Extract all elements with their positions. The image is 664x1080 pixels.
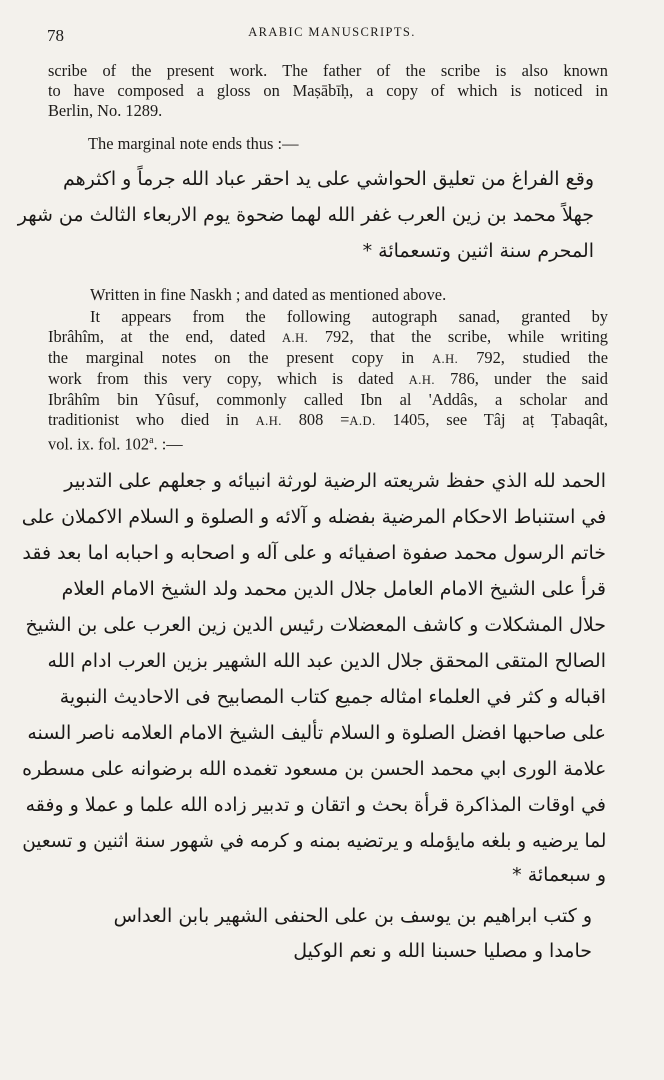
intro-line: scribe of the present work. The father of the scribe is also known: [48, 61, 608, 80]
sanad-arabic-line: و سبعمائة *: [512, 864, 606, 886]
sanad-arabic-line: في اوقات المذاكرة قرأة بحث و اتقان و تدبير زاده الله علما و عملا و وفقه: [25, 794, 606, 816]
sanad-paragraph: [48, 307, 608, 454]
sanad-line: Ibrâhîm bin Yûsuf, commonly called Ibn al 'Addâs, a scholar and: [48, 390, 608, 409]
marginal-intro: The marginal note ends thus :—: [88, 134, 299, 153]
sanad-line: traditionist who died in A.H. 808 =A.D. 1405, see Tâj aṭ Ṭabaqât,: [48, 410, 608, 429]
sanad-line: It appears from the following autograph sanad, granted by: [90, 307, 608, 326]
sanad-arabic-line: خاتم الرسول محمد صفوة اصفيائه و على آله و اصحابه و احبابه اما بعد فقد: [22, 542, 606, 564]
written-line: Written in fine Naskh ; and dated as mentioned above.: [90, 285, 447, 304]
sanad-line: work from this very copy, which is dated A.H. 786, under the said: [48, 369, 608, 388]
colophon-arabic-line: حامدا و مصليا حسبنا الله و نعم الوكيل: [293, 940, 592, 962]
sanad-arabic-line: على صاحبها افضل الصلوة و السلام تأليف الشيخ الامام العلامه ناصر السنه: [27, 722, 606, 744]
sanad-arabic-line: اقباله و كثر في العلماء امثاله جميع كتاب المصابيح فى الاحاديث النبوية: [59, 686, 606, 708]
sanad-arabic-line: لما يرضيه و بلغه مايؤمله و يرتضيه بمنه و كرمه في شهور سنة اثنين و تسعين: [21, 830, 606, 852]
page-number: 78: [47, 26, 64, 45]
colophon-arabic-line: و كتب ابراهيم بن يوسف بن على الحنفى الشهير بابن العداس: [113, 905, 592, 927]
marginal-arabic-line: المحرم سنة اثنين وتسعمائة *: [362, 240, 594, 262]
intro-line: Berlin, No. 1289.: [48, 101, 163, 120]
sanad-arabic-line: حلال المشكلات و كاشف المعضلات رئيس الدين زين العرب على بن الشيخ: [25, 614, 606, 636]
running-head: ARABIC MANUSCRIPTS.: [248, 25, 416, 39]
intro-paragraph: [48, 61, 608, 121]
sanad-line: vol. ix. fol. 102$^a$. :—: [48, 434, 183, 454]
sanad-line: the marginal notes on the present copy in A.H. 792, studied the: [48, 348, 608, 367]
sanad-arabic-line: الحمد لله الذي حفظ شريعته الرضية لورثة انبيائه و جعلهم على التدبير: [64, 470, 606, 492]
sanad-line: Ibrâhîm, at the end, dated A.H. 792, that the scribe, while writing: [48, 327, 608, 346]
sanad-arabic-line: علامة الورى ابي محمد الحسن بن مسعود تغمده الله برضوانه على مسطره: [21, 758, 606, 780]
intro-line: to have composed a gloss on Maṣābīḥ, a copy of which is noticed in: [48, 81, 608, 100]
marginal-arabic-line: وقع الفراغ من تعليق الحواشي على يد احقر عباد الله جرماً و اكثرهم: [62, 168, 594, 190]
sanad-arabic-line: قرأ على الشيخ الامام العامل جلال الدين محمد ولد الشيخ الامام العلام: [61, 578, 606, 600]
marginal-arabic-line: جهلاً محمد بن زين العرب غفر الله لهما ضحوة يوم الاربعاء الثالث من شهر: [17, 204, 594, 226]
sanad-arabic-line: في استنباط الاحكام المرضية بفضله و آلائه و الصلوة و السلام الاكملان على: [21, 506, 606, 528]
sanad-arabic-line: الصالح المتقى المحقق جلال الدين عبد الله الشهير بزين العرب ادام الله: [47, 650, 606, 672]
